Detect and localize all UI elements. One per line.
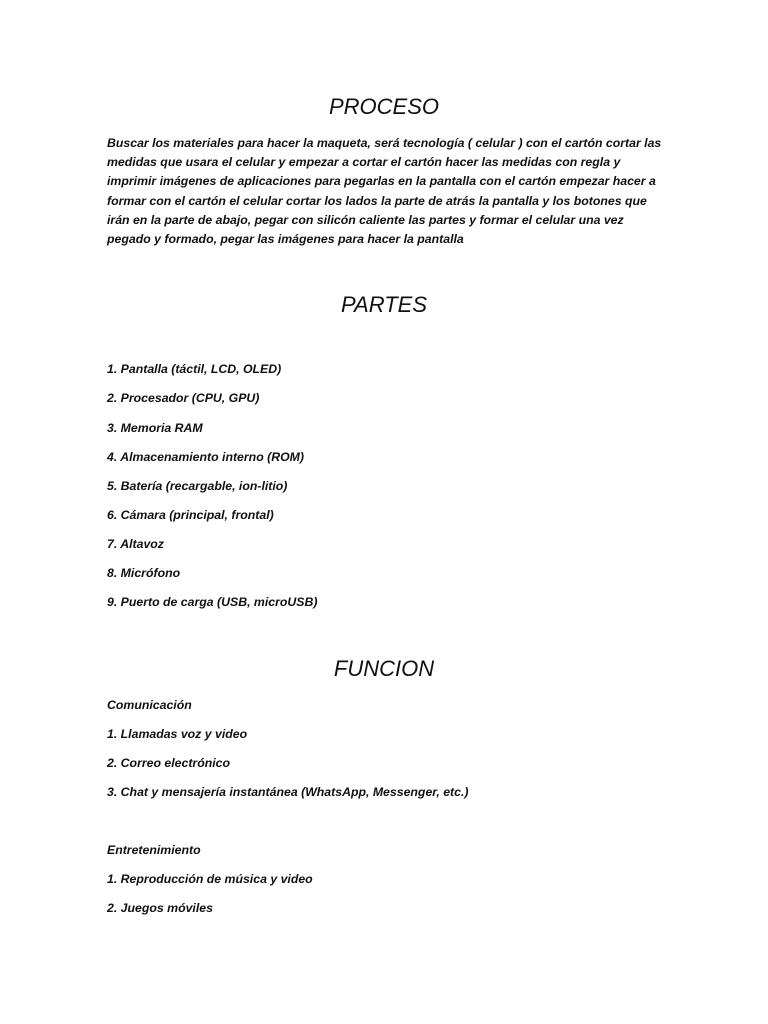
partes-item: 6. Cámara (principal, frontal) xyxy=(107,508,274,522)
comunicacion-item: 1. Llamadas voz y video xyxy=(107,727,248,741)
entretenimiento-item: 1. Reproducción de música y video xyxy=(107,872,313,886)
partes-item: 5. Batería (recargable, ion-litio) xyxy=(107,479,288,493)
proceso-paragraph: Buscar los materiales para hacer la maqueta, será tecnología ( celular ) con el cartón cortar las medidas que usara el celular y empezar a cortar el cartón hacer las medidas con regla y imprimir imágenes de aplicaciones para pegarlas en la pantalla con el cartón empezar hacer a formar con el cartón el celular cortar los lados la parte de atrás la pantalla y los botones que irán en la parte de abajo, pegar con silicón caliente las partes y formar el celular una vez pegado y formado, pegar las imágenes para hacer la pantalla xyxy=(107,136,662,247)
partes-item: 3. Memoria RAM xyxy=(107,421,203,435)
comunicacion-label: Comunicación xyxy=(107,698,192,712)
entretenimiento-label: Entretenimiento xyxy=(107,843,201,857)
comunicacion-item: 2. Correo electrónico xyxy=(107,756,231,770)
partes-item: 1. Pantalla (táctil, LCD, OLED) xyxy=(107,362,282,376)
partes-item: 9. Puerto de carga (USB, microUSB) xyxy=(107,595,318,609)
comunicacion-item: 3. Chat y mensajería instantánea (WhatsApp, Messenger, etc.) xyxy=(107,785,469,799)
entretenimiento-item: 2. Juegos móviles xyxy=(107,901,213,915)
partes-item: 7. Altavoz xyxy=(107,537,164,551)
partes-item: 8. Micrófono xyxy=(107,566,181,580)
funcion-heading: FUNCION xyxy=(333,656,435,681)
proceso-heading: PROCESO xyxy=(328,94,440,119)
partes-item: 4. Almacenamiento interno (ROM) xyxy=(107,450,305,464)
partes-item: 2. Procesador (CPU, GPU) xyxy=(107,391,260,405)
partes-heading: PARTES xyxy=(341,292,427,317)
